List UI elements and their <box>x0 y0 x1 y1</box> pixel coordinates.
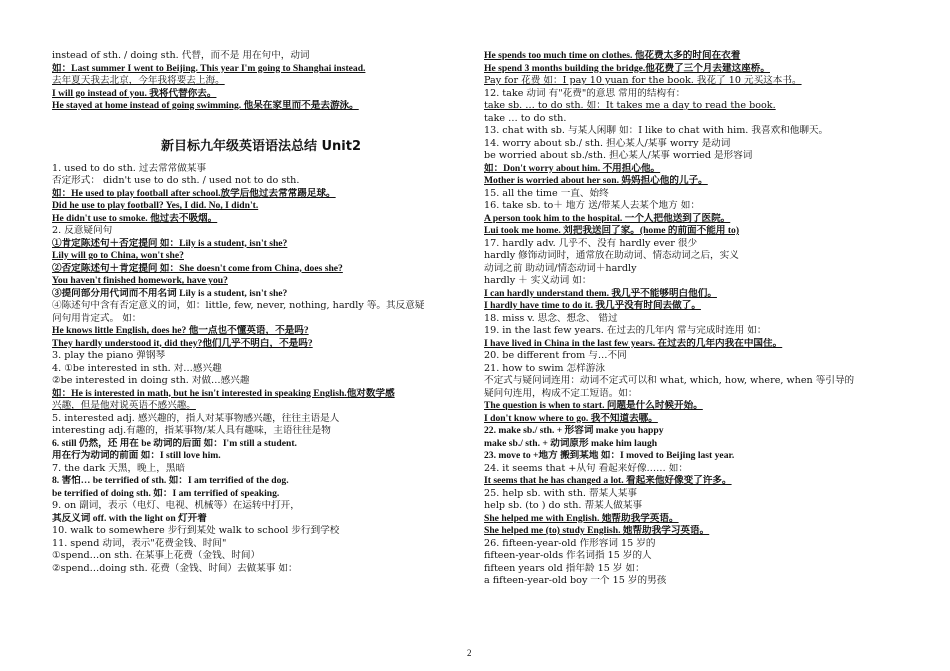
text-line: a fifteen-year-old boy 一个 15 岁的男孩 <box>484 575 667 586</box>
text-line: be worried about sb./sth. 担心某人/某事 worried 是形容词 <box>484 150 753 161</box>
text-line: He didn't use to smoke. 他过去不吸烟。 <box>52 212 218 224</box>
text-line: Lui took me home. 刘把我送回了家。(home 的前面不能用 to) <box>484 225 740 236</box>
text-line: 其反义词 off. with the light on 灯开着 <box>52 512 207 524</box>
text-line: interesting adj.有趣的，指某事物/某人具有趣味，主语往往是物 <box>52 425 331 436</box>
text-line: 19. in the last few years. 在过去的几年内 常与完成时连用 如： <box>484 325 767 336</box>
text-line: 12. take 动词 有"花费"的意思 常用的结构有： <box>484 87 686 99</box>
text-line: 否定形式： didn't use to do sth. / used not to do sth. <box>52 175 300 186</box>
text-line: 16. take sb. to＋ 地方 送/带某人去某个地方 如： <box>484 200 700 211</box>
text-line: 17. hardly adv. 几乎不、没有 hardly ever 很少 <box>484 237 698 249</box>
text-line: They hardly understood it, did they?他们几乎不明白，不是吗? <box>52 337 313 349</box>
text-line: I will go instead of you. 我将代替你去。 <box>52 87 217 99</box>
text-line: 动词之前 助动词/情态动词＋hardly <box>484 262 637 274</box>
text-line: hardly 修饰动词时，通常放在助动词、情态动词之后，实义 <box>484 250 739 261</box>
text-line: take … to do sth. <box>484 112 567 124</box>
text-line: Pay for 花费 如：I pay 10 yuan for the book. 我花了 10 元买这本书。 <box>484 75 802 86</box>
text-line: 2. 反意疑问句 <box>52 225 113 236</box>
text-line: 7. the dark 天黑，晚上，黑暗 <box>52 462 186 474</box>
text-line: make sb./ sth. + 动词原形 make him laugh <box>484 437 658 449</box>
text-line: 21. how to swim 怎样游泳 <box>484 362 605 374</box>
text-line: The question is when to start. 问题是什么时候开始。 <box>484 400 703 411</box>
text-line: Lily will go to China, won't she? <box>52 250 184 261</box>
text-line: 用在行为动词的前面 如：I still love him. <box>52 450 221 461</box>
text-line: You haven't finished homework, have you? <box>52 275 228 286</box>
text-line: ③提问部分用代词而不用名词 Lily is a student, isn't she? <box>52 287 288 299</box>
text-line: 20. be different from 与…不同 <box>484 350 627 361</box>
text-line: He spend 3 months building the bridge.他花费了三个月去建这座桥。 <box>484 62 770 74</box>
text-line: take sb. … to do sth. 如：It takes me a day to read the book. <box>484 100 776 111</box>
text-line: 18. miss v. 思念、想念、 错过 <box>484 312 618 324</box>
text-line: 4. ①be interested in sth. 对…感兴趣 <box>52 362 222 374</box>
text-line: 问句用肯定式。 如： <box>52 312 142 324</box>
text-line: A person took him to the hospital. 一个人把他送到了医院。 <box>484 212 731 224</box>
text-line: It seems that he has changed a lot. 看起来他好像变了许多。 <box>484 475 732 486</box>
text-line: hardly ＋ 实义动词 如： <box>484 275 592 286</box>
text-line: He spends too much time on clothes. 他花费太多的时间在衣着 <box>484 50 741 61</box>
text-line: ④陈述句中含有否定意义的词，如：little, few, never, nothing, hardly 等。其反意疑 <box>52 300 425 311</box>
text-line: 25. help sb. with sth. 帮某人某事 <box>484 487 637 499</box>
text-line: 5. interested adj. 感兴趣的，指人对某事物感兴趣，往往主语是人 <box>52 412 340 424</box>
text-line: 3. play the piano 弹钢琴 <box>52 350 166 361</box>
text-line: 如：He used to play football after school.放学后他过去常常踢足球。 <box>52 187 336 199</box>
text-line: 24. it seems that +从句 看起来好像…… 如： <box>484 462 688 474</box>
text-line: ①肯定陈述句＋否定提问 如：Lily is a student, isn't she? <box>52 237 288 249</box>
text-line: Did he use to play football? Yes, I did. No, I didn't. <box>52 200 259 211</box>
text-line: I have lived in China in the last few years. 在过去的几年内我在中国住。 <box>484 337 783 349</box>
text-line: 兴趣，但是他对说英语不感兴趣。 <box>52 400 196 411</box>
text-line: 14. worry about sb./ sth. 担心某人/某事 worry 是动词 <box>484 137 731 149</box>
text-line: fifteen years old 指年龄 15 岁 如： <box>484 562 645 574</box>
text-line: 15. all the time 一直、始终 <box>484 187 609 199</box>
text-line: 1. used to do sth. 过去常常做某事 <box>52 162 207 174</box>
text-line: 10. walk to somewhere 步行到某处 walk to school 步行到学校 <box>52 525 340 536</box>
text-line: ①spend…on sth. 在某事上花费（金钱、时间） <box>52 550 261 561</box>
text-line: 如：Don't worry about him. 不用担心他。 <box>484 162 661 174</box>
text-line: She helped me (to) study English. 她帮助我学习英语。 <box>484 525 710 536</box>
left-column <box>52 50 470 575</box>
section-title: 新目标九年级英语语法总结 Unit2 <box>160 138 362 154</box>
text-line: 13. chat with sb. 与某人闲聊 如：I like to chat with him. 我喜欢和他聊天。 <box>484 125 829 136</box>
text-line: fifteen-year-olds 作名词指 15 岁的人 <box>484 550 652 561</box>
text-line: 11. spend 动词，表示"花费金钱、时间" <box>52 537 227 549</box>
text-line: I can hardly understand them. 我几乎不能够明白他们。 <box>484 287 717 299</box>
text-line: 疑问句连用，构成不定工短语。如： <box>484 387 638 399</box>
text-line: She helped me with English. 她帮助我学英语。 <box>484 512 679 524</box>
text-line: 6. still 仍然，还 用在 be 动词的后面 如：I'm still a student. <box>52 437 297 449</box>
page-number: 2 <box>467 648 472 658</box>
text-line: He knows little English, does he? 他一点也不懂英语，不是吗? <box>52 325 309 336</box>
text-line: 不定式与疑问词连用：动词不定式可以和 what, which, how, where, when 等引导的 <box>484 375 855 386</box>
text-line: ②否定陈述句＋肯定提问 如：She doesn't come from China, does she? <box>52 262 343 274</box>
right-column <box>484 50 909 588</box>
text-line: 如：He is interested in math, but he isn't interested in speaking English.他对数学感 <box>52 387 395 399</box>
text-line: ②be interested in doing sth. 对做…感兴趣 <box>52 375 250 386</box>
text-line: 26. fifteen-year-old 作形容词 15 岁的 <box>484 537 656 549</box>
text-line: be terrified of doing sth. 如：I am terrified of speaking. <box>52 487 280 499</box>
text-line: He stayed at home instead of going swimming. 他呆在家里而不是去游泳。 <box>52 100 359 111</box>
text-line: I hardly have time to do it. 我几乎没有时间去做了。 <box>484 300 701 311</box>
text-line: 22. make sb./ sth. + 形容词 make you happy <box>484 425 664 436</box>
text-line: I don't know where to go. 我不知道去哪。 <box>484 412 658 424</box>
text-line: help sb. (to ) do sth. 帮某人做某事 <box>484 500 643 511</box>
text-line: instead of sth. / doing sth. 代替，而不是 用在句中，动词 <box>52 50 310 61</box>
text-line: ②spend…doing sth. 花费（金钱、时间）去做某事 如： <box>52 562 298 574</box>
text-line: 9. on 副词，表示（电灯、电视、机械等）在运转中打开， <box>52 500 300 511</box>
text-line: 8. 害怕… be terrified of sth. 如：I am terrified of the dog. <box>52 475 289 486</box>
text-line: 去年夏天我去北京，今年我将要去上海。 <box>52 75 225 86</box>
text-line: 如：Last summer I went to Beijing. This year I'm going to Shanghai instead. <box>52 62 366 74</box>
text-line: 23. move to +地方 搬到某地 如：I moved to Beijing last year. <box>484 450 735 461</box>
text-line: Mother is worried about her son. 妈妈担心他的儿子。 <box>484 175 708 186</box>
